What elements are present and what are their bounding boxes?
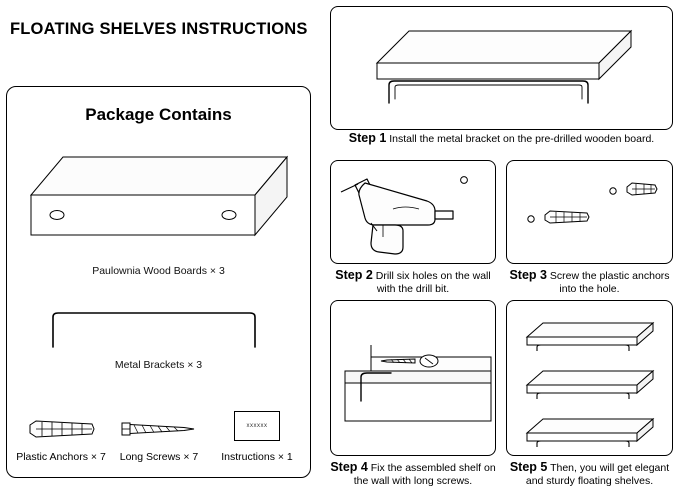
package-item-label-boards: Paulownia Wood Boards × 3 — [92, 265, 225, 277]
step-2-number: Step 2 — [335, 268, 373, 282]
instruction-sheet-text: xxxxxx — [234, 411, 280, 441]
package-item-screws — [109, 405, 209, 463]
step-4-panel — [330, 300, 496, 456]
step-1-text: Install the metal bracket on the pre-drilled wooden board. — [389, 133, 655, 145]
step-2-panel — [330, 160, 496, 264]
package-item-label-anchors: Plastic Anchors × 7 — [16, 451, 106, 463]
step-3-number: Step 3 — [509, 268, 547, 282]
step-5-text: Then, you will get elegant and sturdy floating shelves. — [525, 462, 670, 487]
page-title: FLOATING SHELVES INSTRUCTIONS — [10, 20, 308, 38]
package-item-label-brackets: Metal Brackets × 3 — [114, 359, 203, 371]
step-1-number: Step 1 — [348, 131, 387, 145]
step-5-panel — [506, 300, 673, 456]
shelf-with-bracket-icon — [331, 7, 672, 129]
power-drill-icon — [331, 161, 495, 263]
wall-anchors-icon — [507, 161, 672, 263]
package-item-label-instructions: Instructions × 1 — [221, 451, 293, 463]
step-3-caption — [506, 269, 673, 296]
step-3-text: Screw the plastic anchors into the hole. — [549, 270, 670, 295]
step-4-number: Step 4 — [330, 460, 368, 474]
package-item-instructions — [207, 405, 307, 463]
step-4-caption — [330, 461, 496, 488]
step-5-number: Step 5 — [509, 460, 548, 474]
step-1-caption — [330, 132, 673, 146]
three-shelves-icon — [507, 301, 672, 455]
shelf-mounting-icon — [331, 301, 495, 455]
instruction-sheet-icon — [207, 405, 307, 451]
package-heading: Package Contains — [85, 105, 232, 124]
plastic-anchor-icon — [11, 405, 111, 451]
package-item-anchors — [11, 405, 111, 463]
step-2-text: Drill six holes on the wall with the drill bit. — [375, 270, 491, 295]
step-4-text: Fix the assembled shelf on the wall with long screws. — [353, 462, 496, 487]
step-1-panel — [330, 6, 673, 130]
package-item-label-screws: Long Screws × 7 — [119, 451, 199, 463]
metal-bracket-icon — [49, 309, 259, 351]
step-3-panel — [506, 160, 673, 264]
package-contains-panel — [6, 86, 311, 478]
small-parts-row — [7, 405, 310, 483]
screw-icon — [109, 405, 209, 451]
wood-board-icon — [25, 149, 293, 259]
step-2-caption — [330, 269, 496, 296]
step-5-caption — [506, 461, 673, 488]
